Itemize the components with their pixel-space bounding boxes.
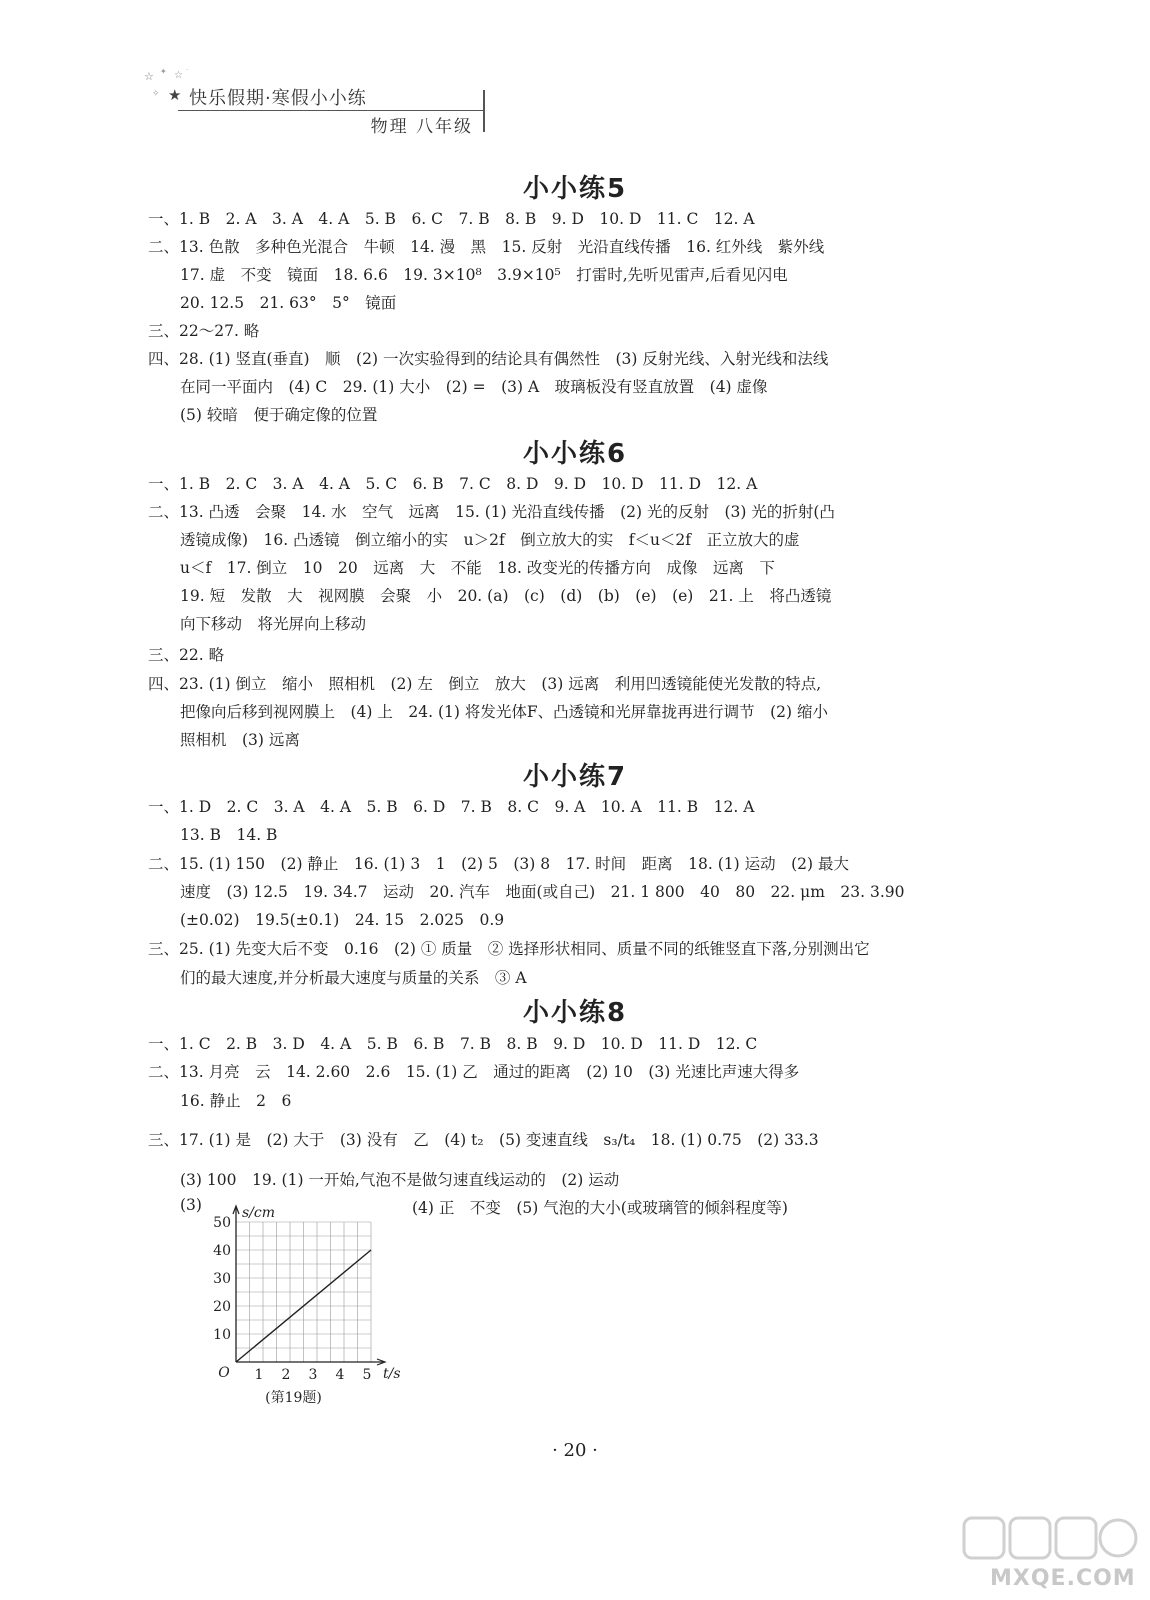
svg-text:☆: ☆ xyxy=(174,70,183,81)
y-tick-label: 40 xyxy=(213,1243,231,1259)
section-title-7: 小小练7 xyxy=(522,762,628,792)
answer-line: 们的最大速度,并分析最大速度与质量的关系 ③ A xyxy=(180,969,527,987)
graph-caption: (第19题) xyxy=(265,1390,322,1406)
y-tick-label: 50 xyxy=(213,1215,231,1231)
answer-line: 一、1. C 2. B 3. D 4. A 5. B 6. B 7. B 8. B 9. D 10. D 11. D 12. C xyxy=(148,1035,758,1053)
x-tick-label: 2 xyxy=(281,1367,291,1383)
answer-line: 13. B 14. B xyxy=(180,826,278,844)
answer-line: 二、13. 凸透 会聚 14. 水 空气 远离 15. (1) 光沿直线传播 (2) 光的反射 (3) 光的折射(凸 xyxy=(148,503,835,521)
watermark-text: MXQE.COM xyxy=(990,1566,1136,1591)
x-axis-label: t/s xyxy=(383,1366,401,1382)
answer-line: 速度 (3) 12.5 19. 34.7 运动 20. 汽车 地面(或自己) 21. 1 800 40 80 22. μm 23. 3.90 xyxy=(180,883,905,901)
svg-text:✧: ✧ xyxy=(152,89,160,99)
x-tick-label: 3 xyxy=(308,1367,318,1383)
section-title-6: 小小练6 xyxy=(522,439,628,469)
answer-line: u＜f 17. 倒立 10 20 远离 大 不能 18. 改变光的传播方向 成像 远离 下 xyxy=(180,559,775,577)
header-title: 快乐假期·寒假小小练 xyxy=(189,88,367,109)
origin-label: O xyxy=(218,1365,230,1381)
answer-line: (±0.02) 19.5(±0.1) 24. 15 2.025 0.9 xyxy=(180,911,505,929)
graph-label: (3) xyxy=(180,1196,202,1214)
answer-line: 四、28. (1) 竖直(垂直) 顺 (2) 一次实验得到的结论具有偶然性 (3) 反射光线、入射光线和法线 xyxy=(148,350,829,368)
section-title-8: 小小练8 xyxy=(522,998,628,1028)
answer-line: 一、1. D 2. C 3. A 4. A 5. B 6. D 7. B 8. C 9. A 10. A 11. B 12. A xyxy=(148,798,755,816)
answer-line: (3) 100 19. (1) 一开始,气泡不是做匀速直线运动的 (2) 运动 xyxy=(180,1171,620,1189)
page-number: · 20 · xyxy=(552,1440,598,1461)
answer-line: 三、22. 略 xyxy=(148,646,225,664)
answer-line: 把像向后移到视网膜上 (4) 上 24. (1) 将发光体F、凸透镜和光屏靠拢再进行调节 (2) 缩小 xyxy=(180,703,828,721)
header-rule xyxy=(178,110,483,111)
x-tick-label: 5 xyxy=(362,1367,372,1383)
answer-line: 照相机 (3) 远离 xyxy=(180,731,300,749)
s-t-graph xyxy=(176,1192,406,1412)
svg-text:☆: ☆ xyxy=(144,70,154,83)
y-tick-label: 10 xyxy=(213,1327,231,1343)
answer-line: 二、15. (1) 150 (2) 静止 16. (1) 3 1 (2) 5 (3) 8 17. 时间 距离 18. (1) 运动 (2) 最大 xyxy=(148,855,850,873)
answer-line: 一、1. B 2. C 3. A 4. A 5. C 6. B 7. C 8. D 9. D 10. D 11. D 12. A xyxy=(148,475,758,493)
svg-text:★: ★ xyxy=(168,86,182,104)
answer-line: 向下移动 将光屏向上移动 xyxy=(180,615,367,633)
answer-line: 三、25. (1) 先变大后不变 0.16 (2) ① 质量 ② 选择形状相同、质量不同的纸锥竖直下落,分别测出它 xyxy=(148,940,870,958)
y-tick-label: 20 xyxy=(213,1299,231,1315)
answer-line: (4) 正 不变 (5) 气泡的大小(或玻璃管的倾斜程度等) xyxy=(412,1199,788,1217)
y-tick-label: 30 xyxy=(213,1271,231,1287)
x-tick-label: 4 xyxy=(335,1367,345,1383)
page-header xyxy=(140,62,485,137)
answer-line: 二、13. 月亮 云 14. 2.60 2.6 15. (1) 乙 通过的距离 (2) 10 (3) 光速比声速大得多 xyxy=(148,1063,800,1081)
answer-line: 19. 短 发散 大 视网膜 会聚 小 20. (a) (c) (d) (b) (e) (e) 21. 上 将凸透镜 xyxy=(180,587,832,605)
answer-line: 17. 虚 不变 镜面 18. 6.6 19. 3×10⁸ 3.9×10⁵ 打雷时,先听见雷声,后看见闪电 xyxy=(180,266,788,284)
answer-line: 20. 12.5 21. 63° 5° 镜面 xyxy=(180,294,397,312)
y-axis-label: s/cm xyxy=(242,1205,276,1221)
header-bar xyxy=(483,90,485,132)
header-subtitle: 物理 八年级 xyxy=(370,117,473,137)
answer-line: 三、22～27. 略 xyxy=(148,322,260,340)
svg-text:·: · xyxy=(186,66,189,74)
answer-line: 在同一平面内 (4) C 29. (1) 大小 (2) = (3) A 玻璃板没有竖直放置 (4) 虚像 xyxy=(180,378,768,396)
answer-line: 二、13. 色散 多种色光混合 牛顿 14. 漫 黑 15. 反射 光沿直线传播 16. 红外线 紫外线 xyxy=(148,238,825,256)
answer-line: 三、17. (1) 是 (2) 大于 (3) 没有 乙 (4) t₂ (5) 变速直线 s₃/t₄ 18. (1) 0.75 (2) 33.3 xyxy=(148,1131,819,1149)
answer-line: 一、1. B 2. A 3. A 4. A 5. B 6. C 7. B 8. B 9. D 10. D 11. C 12. A xyxy=(148,210,755,228)
answer-line: 16. 静止 2 6 xyxy=(180,1092,292,1110)
answer-line: (5) 较暗 便于确定像的位置 xyxy=(180,406,378,424)
answer-line: 透镜成像) 16. 凸透镜 倒立缩小的实 u＞2f 倒立放大的实 f＜u＜2f 正立放大的虚 xyxy=(180,531,800,549)
x-tick-label: 1 xyxy=(254,1367,264,1383)
section-title-5: 小小练5 xyxy=(522,174,628,204)
svg-text:✦: ✦ xyxy=(160,67,167,76)
answer-line: 四、23. (1) 倒立 缩小 照相机 (2) 左 倒立 放大 (3) 远离 利用凹透镜能使光发散的特点, xyxy=(148,675,822,693)
